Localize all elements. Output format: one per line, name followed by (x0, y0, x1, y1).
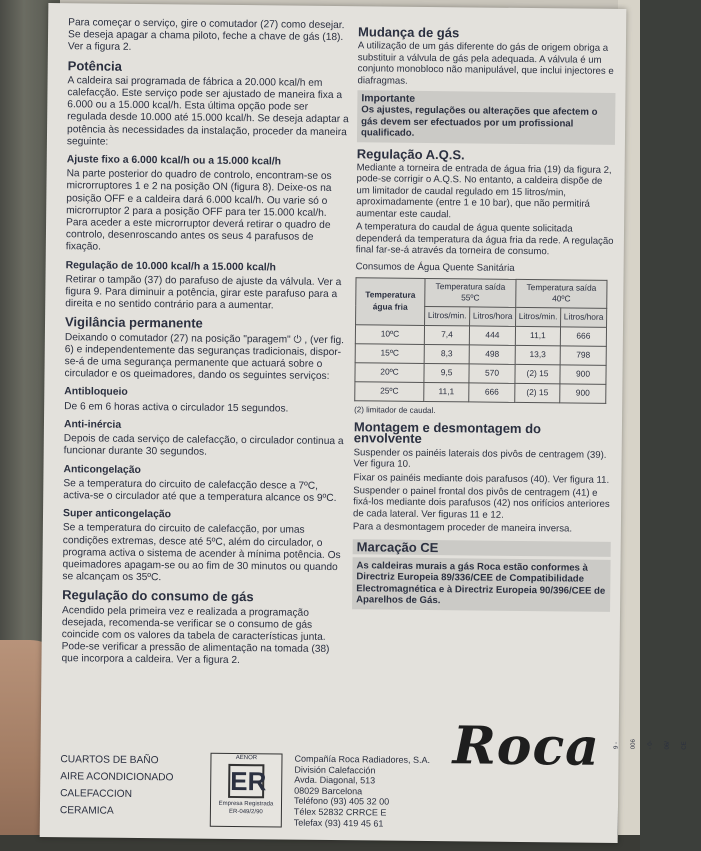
vigilancia-heading: Vigilância permanente (64, 314, 203, 332)
table-header-40: Temperatura saída 40ºC (516, 279, 607, 308)
antiinercia-text: Depois de cada serviço de calefacção, o circulador continua a funcionar durante 30 segundos. (63, 433, 344, 458)
super-anticongelacao-text: Se a temperatura do circuito de calefacção, por umas condições extremas, desce até 5ºC, além do circulador, o programa activa o sistema de acender à mínima potência. Os queimadores apagam-se ou ao fim de 30 minutos ou quando se alcançam os 35ºC. (62, 522, 341, 584)
antibloqueio-text: De 6 em 6 horas activa o circulador 15 segundos. (64, 400, 289, 415)
super-anticongelacao-heading: Super anticongelação (62, 508, 172, 521)
company-address (294, 754, 430, 830)
regulacao-text: Retirar o tampão (37) do parafuso de ajuste da válvula. Ver a figura 9. Para diminuir a potência, girar este parafuso para a direita e no sentido contrário para a aumentar. (65, 274, 342, 312)
table-sub-lh-40: Litros/hora (561, 307, 607, 326)
table-cell: 666 (560, 326, 606, 345)
antibloqueio-heading: Antibloqueio (64, 386, 128, 399)
address-line: Télex 52832 CRRCE E (293, 806, 387, 818)
table-cell: 498 (469, 344, 515, 363)
ce-heading: Marcação CE (353, 539, 611, 557)
roca-logo: Roca (452, 715, 601, 778)
table-cell: 798 (560, 345, 606, 364)
ce-text: As caldeiras murais a gás Roca estão conformes à Directriz Europeia 89/336/CEE de Compatibilidade Electromagnética e à Directriz Europeia 90/396/CEE de Aparelhos de Gás. (352, 557, 611, 611)
mudanca-heading: Mudança de gás (358, 24, 460, 41)
brand-item: CALEFACCION (60, 788, 133, 800)
aenor-certificate-logo (210, 753, 283, 828)
table-cell: 8,3 (424, 344, 469, 363)
table-note: (2) limitador de caudal. (354, 404, 436, 415)
brand-list (60, 751, 174, 820)
montagem-text-2: Fixar os painéis mediante dois parafusos (40). Ver figura 11. (353, 471, 610, 486)
consumos-table (354, 277, 607, 403)
table-cell: 13,3 (515, 345, 560, 364)
table-cell: 11,1 (515, 326, 560, 345)
table-cell: 7,4 (424, 325, 469, 344)
table-row (355, 324, 606, 346)
table-cell: 570 (469, 363, 515, 382)
brand-item: AIRE ACONDICIONADO (60, 771, 174, 784)
aqs-text-2: A temperatura do caudal de água quente solicitada dependerá da temperatura da água fria da rede. A regulação final far-se-á através da torneira de consumo. (355, 221, 614, 258)
anticongelacao-text: Se a temperatura do circuito de calefacção desce a 7ºC, activa-se o circulador até que a temperatura alcance os 9ºC. (63, 477, 337, 504)
vigilancia-text: Deixando o comutador (27) na posição "paragem" ⏻ , (ver fig. 6) e independentemente das seguranças tradicionais, dispor-se-á de uma segurança permanente que actuará sobre o circulador e os queimadores, dando os seguintes serviços: (64, 331, 345, 383)
antiinercia-heading: Anti-inércia (63, 419, 122, 431)
table-cell: 25ºC (355, 381, 424, 401)
table-sub-lm-40: Litros/min. (516, 307, 561, 326)
address-line: División Calefacción (294, 764, 376, 776)
table-cell: 20ºC (355, 362, 424, 382)
ajuste-heading: Ajuste fixo a 6.000 kcal/h ou a 15.000 kcal/h (66, 154, 282, 168)
table-cell: (2) 15 (515, 383, 560, 402)
table-header-55: Temperatura saída 55ºC (425, 278, 516, 307)
table-header-temp: Temperatura água fria (356, 277, 426, 325)
anticongelacao-heading: Anticongelação (63, 463, 141, 476)
importante-heading: Importante (361, 93, 416, 105)
table-row (355, 362, 606, 384)
address-line: Compañía Roca Radiadores, S.A. (294, 753, 431, 766)
right-column (352, 20, 616, 611)
importante-box (357, 90, 616, 144)
importante-text: Os ajustes, regulações ou alterações que afectem o gás devem ser efectuados por um profissional qualificado. (360, 104, 598, 140)
cert-code: ER-049/2/90 (229, 808, 263, 816)
consumo-text: Acendido pela primeira vez e realizada a programação desejada, recomenda-se verificar se o consumo de gás coincide com os valores da tabela de características junta. Pode-se verificar a pressão de alimentação na tomada (38) que incorpora a caldeira. Ver a figura 2. (61, 604, 330, 667)
address-line: Avda. Diagonal, 513 (294, 774, 376, 786)
table-cell: 15ºC (355, 343, 424, 363)
cert-label: AENOR (235, 755, 258, 762)
table-cell: (2) 15 (515, 364, 560, 383)
table-row (355, 381, 606, 403)
document-page (40, 3, 688, 843)
potencia-heading: Potência (67, 57, 122, 74)
table-cell: 10ºC (355, 324, 424, 344)
table-cell: 900 (560, 383, 606, 402)
address-line: Teléfono (93) 405 32 00 (293, 795, 390, 807)
table-sub-lh-55: Litros/hora (470, 306, 516, 325)
cert-sub: Empresa Registrada (218, 800, 274, 808)
montagem-text-4: Para a desmontagem proceder de maneira inversa. (352, 521, 573, 535)
montagem-text-1: Suspender os painéis laterais dos pivôs de centragem (39). Ver figura 10. (353, 446, 607, 470)
brand-item: CERAMICA (59, 805, 114, 817)
aqs-heading: Regulação A.Q.S. (356, 145, 465, 163)
consumo-heading: Regulação do consumo de gás (62, 587, 254, 605)
left-column (61, 17, 350, 670)
montagem-heading: Montagem e desmontagem do envolvente (353, 419, 542, 447)
table-cell: 11,1 (424, 382, 469, 401)
intro-text: Para começar o serviço, gire o comutador (27) como desejar. Se deseja apagar a chama piloto, feche a chave de gás (18). Ver a figura 2. (67, 17, 345, 54)
table-title: Consumos de Água Quente Sanitária (355, 261, 515, 275)
address-line: Telefax (93) 419 45 61 (293, 817, 384, 829)
address-line: 08029 Barcelona (294, 785, 363, 797)
cert-mark: ER (228, 764, 264, 798)
table-cell: 666 (469, 382, 515, 401)
table-row (355, 343, 606, 365)
table-cell: 444 (469, 325, 515, 344)
aqs-text-1: Mediante a torneira de entrada de água fria (19) da figura 2, pode-se corrigir o A.Q.S. No entanto, a caldeira dispõe de um limitador de caudal regulado em 15 litros/min, aproximadamente (entre 1 e 10 bar), que não permitirá aumentar este caudal. (356, 162, 612, 220)
brand-item: CUARTOS DE BAÑO (60, 754, 159, 767)
document-code: 9 - 006 - 0-06/ CE (613, 739, 688, 750)
ajuste-text: Na parte posterior do quadro de controlo, encontram-se os microrruptores 1 e 2 na posição ON (figura 8). Deixe-os na posição OFF e a caldeira dará 6.000 kcal/h. Ou varie só o microrruptor 2 para a posição OFF para ter 15.000 kcal/h. Para aceder a este microrruptor deverá retirar o quadro de controlo, desenroscando antes os seus 4 parafusos de fixação. (65, 168, 332, 254)
mudanca-text: A utilização de um gás diferente do gás de origem obriga a substituir a válvula de gás pela adequada. A válvula é um conjunto monobloco não manipulável, que inclui injectores e diafragmas. (357, 40, 614, 87)
table-cell: 9,5 (424, 363, 469, 382)
footer (59, 715, 688, 829)
potencia-text: A caldeira sai programada de fábrica a 20.000 kcal/h em calefacção. Este serviço pode ser ajustado de maneira fixa a 6.000 ou a 15.000 kcal/h. Esta última opção pode ser regulada desde 10.000 até 15.000 kcal/h. Se deseja adaptar a potência às necessidades da instalação, proceder da maneira seguinte: (66, 75, 349, 148)
montagem-text-3: Suspender o painel frontal dos pivôs de centragem (41) e fixá-los mediante dois parafusos (42) nos orifícios anteriores de cada lateral. Ver figuras 11 e 12. (352, 485, 610, 521)
table-cell: 900 (560, 364, 606, 383)
regulacao-heading: Regulação de 10.000 kcal/h a 15.000 kcal/h (65, 259, 276, 274)
table-sub-lm-55: Litros/min. (425, 306, 470, 325)
